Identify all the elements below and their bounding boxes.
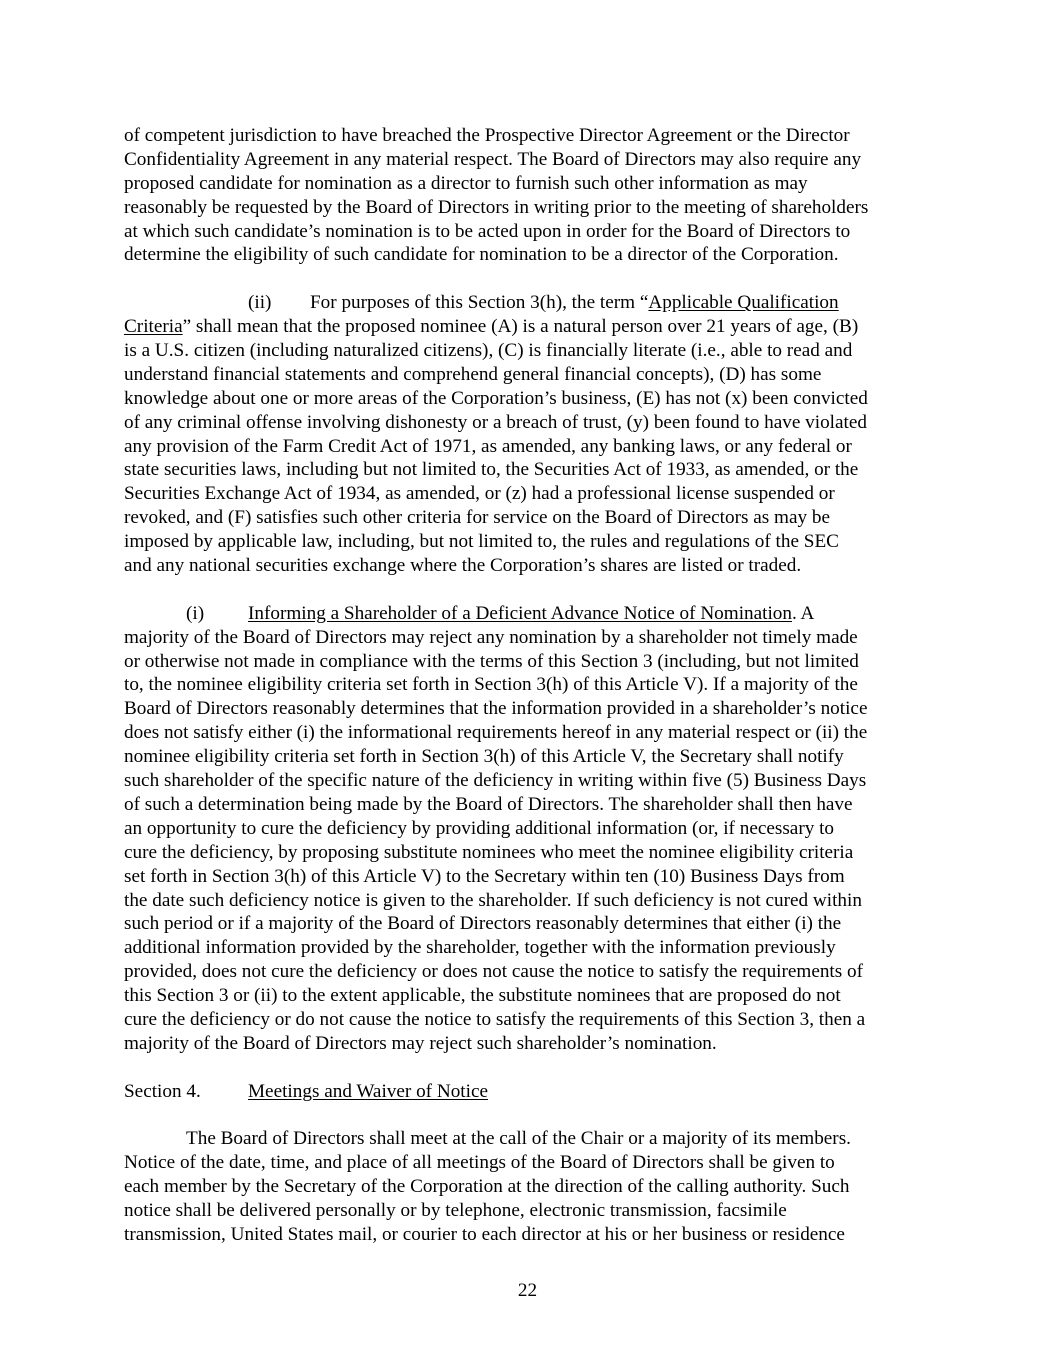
text-line: of competent jurisdiction to have breached the Prospective Director Agreement or the Director bbox=[124, 125, 850, 146]
text-line: and any national securities exchange where the Corporation’s shares are listed or traded. bbox=[124, 555, 802, 577]
defined-term: Applicable Qualification bbox=[648, 292, 839, 314]
text-line: each member by the Secretary of the Corporation at the direction of the calling authority. Such bbox=[124, 1176, 850, 1198]
text-line: provided, does not cure the deficiency or does not cause the notice to satisfy the requirements of bbox=[124, 961, 864, 983]
text-line bbox=[124, 1127, 930, 1151]
text-line: revoked, and (F) satisfies such other criteria for service on the Board of Directors as may be bbox=[124, 507, 830, 529]
text-line: nominee eligibility criteria set forth in Section 3(h) of this Article V, the Secretary shall notify bbox=[124, 746, 844, 768]
section-title: Meetings and Waiver of Notice bbox=[248, 1080, 489, 1102]
text-line: cure the deficiency or do not cause the notice to satisfy the requirements of this Section 3, then a bbox=[124, 1008, 866, 1030]
text-line: set forth in Section 3(h) of this Article V) to the Secretary within ten (10) Business Days from bbox=[124, 865, 845, 887]
text-line: at which such candidate’s nomination is to be acted upon in order for the Board of Directors to bbox=[124, 220, 851, 242]
text-line: an opportunity to cure the deficiency by providing additional information (or, if necessary to bbox=[124, 817, 835, 839]
paragraph-continuation bbox=[124, 124, 930, 267]
text-line: to, the nominee eligibility criteria set forth in Section 3(h) of this Article V). If a majority of the bbox=[124, 674, 858, 696]
text-line: any provision of the Farm Credit Act of 1971, as amended, any banking laws, or any federal or bbox=[124, 435, 852, 457]
paragraph-gap bbox=[124, 1056, 930, 1080]
text-line: the date such deficiency notice is given to the shareholder. If such deficiency is not cured within bbox=[124, 889, 862, 911]
document-page bbox=[124, 124, 930, 1247]
paragraph-gap bbox=[124, 267, 930, 291]
text-line: imposed by applicable law, including, but not limited to, the rules and regulations of the SEC bbox=[124, 531, 839, 553]
text-line: does not satisfy either (i) the informational requirements hereof in any material respect or (ii) the bbox=[124, 722, 868, 744]
text-line: Confidentiality Agreement in any material respect. The Board of Directors may also require any bbox=[124, 148, 862, 170]
defined-term: Criteria bbox=[124, 316, 183, 338]
text-line: reasonably be requested by the Board of Directors in writing prior to the meeting of shareholders bbox=[124, 196, 869, 218]
text-line: or otherwise not made in compliance with the terms of this Section 3 (including, but not limited bbox=[124, 650, 859, 672]
text-line: this Section 3 or (ii) to the extent applicable, the substitute nominees that are proposed do not bbox=[124, 985, 841, 1007]
page-number: 22 bbox=[517, 1280, 538, 1301]
text-line: additional information provided by the shareholder, together with the information previously bbox=[124, 937, 836, 959]
text-line: notice shall be delivered personally or by telephone, electronic transmission, facsimile bbox=[124, 1200, 787, 1222]
paragraph-i bbox=[124, 602, 930, 1056]
section-label: Section 4. bbox=[124, 1080, 201, 1102]
text-line: proposed candidate for nomination as a director to furnish such other information as may bbox=[124, 172, 808, 194]
text-line: understand financial statements and comprehend general financial concepts), (D) has some bbox=[124, 363, 822, 385]
text-run: . A bbox=[792, 602, 815, 624]
clause-heading: Informing a Shareholder of a Deficient Advance Notice of Nomination bbox=[248, 602, 792, 624]
text-line: state securities laws, including but not limited to, the Securities Act of 1933, as amended, or the bbox=[124, 459, 859, 481]
text-line bbox=[124, 602, 930, 626]
text-line: determine the eligibility of such candidate for nomination to be a director of the Corporation. bbox=[124, 244, 839, 266]
text-line: is a U.S. citizen (including naturalized citizens), (C) is financially literate (i.e., able to read and bbox=[124, 340, 853, 362]
text-line: such shareholder of the specific nature of the deficiency in writing within five (5) Business Days bbox=[124, 770, 867, 792]
text-line: Notice of the date, time, and place of all meetings of the Board of Directors shall be given to bbox=[124, 1152, 835, 1174]
text-line: such period or if a majority of the Board of Directors reasonably determines that either (i) the bbox=[124, 913, 842, 935]
text-line bbox=[124, 315, 930, 339]
text-run: For purposes of this Section 3(h), the term “ bbox=[310, 292, 649, 314]
paragraph-section4 bbox=[124, 1127, 930, 1246]
section-heading bbox=[124, 1080, 930, 1104]
text-line: of any criminal offense involving dishonesty or a breach of trust, (y) been found to have violated bbox=[124, 411, 867, 433]
text-line: Securities Exchange Act of 1934, as amended, or (z) had a professional license suspended or bbox=[124, 483, 835, 505]
paragraph-ii bbox=[124, 291, 930, 578]
text-run: ” shall mean that the proposed nominee (A) is a natural person over 21 years of age, (B) bbox=[182, 316, 859, 338]
paragraph-gap bbox=[124, 1104, 930, 1128]
paragraph-gap bbox=[124, 578, 930, 602]
text-line: cure the deficiency, by proposing substitute nominees who meet the nominee eligibility criteria bbox=[124, 841, 854, 863]
clause-label: (i) bbox=[186, 602, 205, 624]
text-line: majority of the Board of Directors may reject such shareholder’s nomination. bbox=[124, 1032, 717, 1054]
text-run: The Board of Directors shall meet at the call of the Chair or a majority of its members. bbox=[186, 1128, 851, 1150]
text-line: majority of the Board of Directors may reject any nomination by a shareholder not timely made bbox=[124, 626, 858, 648]
text-line: of such a determination being made by the Board of Directors. The shareholder shall then have bbox=[124, 793, 853, 815]
text-line: knowledge about one or more areas of the Corporation’s business, (E) has not (x) been convicted bbox=[124, 387, 868, 409]
text-line bbox=[124, 291, 930, 315]
text-line: Board of Directors reasonably determines that the information provided in a shareholder’s notice bbox=[124, 698, 868, 720]
clause-label: (ii) bbox=[248, 292, 272, 314]
text-line: transmission, United States mail, or courier to each director at his or her business or residence bbox=[124, 1223, 845, 1245]
